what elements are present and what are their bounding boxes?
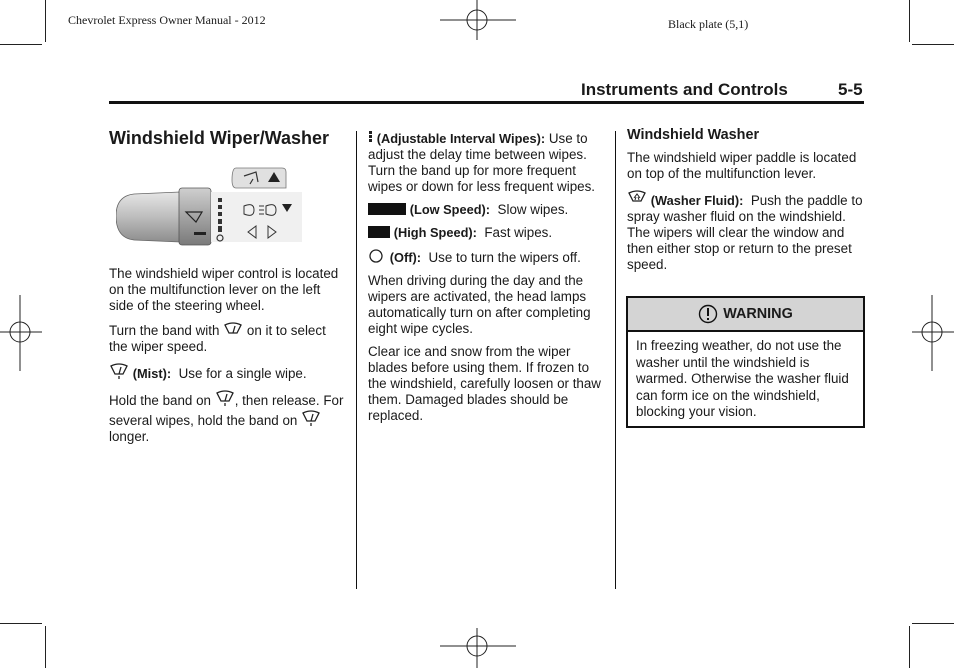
- mist-text: Use for a single wipe.: [178, 366, 307, 381]
- washer-fluid-paragraph: [627, 189, 863, 273]
- registration-mark-right: [912, 295, 954, 371]
- low-speed-text: Slow wipes.: [497, 202, 569, 217]
- crop-mark: [912, 623, 954, 624]
- driving-paragraph: When driving during the day and the wipers are activated, the head lamps automatically turn on after completing eight wipe cycles.: [368, 273, 591, 336]
- mist-icon: [215, 389, 235, 407]
- hold-paragraph: [109, 389, 347, 445]
- mist-label: (Mist):: [132, 366, 172, 381]
- low-speed-icon: [368, 202, 406, 216]
- column-divider: [356, 131, 357, 589]
- wiper-lever-illustration: [116, 162, 302, 254]
- turn-band-text-end: on it to select the wiper speed.: [109, 323, 326, 354]
- washer-heading: Windshield Washer: [627, 127, 760, 143]
- warning-text: In freezing weather, do not use the washer until the windshield is warmed. Otherwise the washer fluid can form ice on the windshield, blocking your vision.: [636, 338, 849, 420]
- warning-header: [628, 298, 863, 332]
- plate-label: Black plate (5,1): [668, 17, 749, 31]
- hold-text-end: longer.: [109, 429, 150, 444]
- intro-paragraph: The windshield wiper control is located on the multifunction lever on the left side of the steering wheel.: [109, 266, 339, 313]
- crop-mark: [45, 626, 46, 668]
- manual-title: Chevrolet Express Owner Manual - 2012: [68, 13, 266, 27]
- washer-fluid-label: (Washer Fluid):: [650, 193, 744, 208]
- adjustable-label: (Adjustable Interval Wipes):: [376, 131, 546, 146]
- crop-mark: [909, 0, 910, 42]
- warning-box: [626, 296, 865, 428]
- header-rule: [109, 101, 864, 104]
- interval-bars-icon: [368, 131, 373, 145]
- registration-mark-left: [0, 295, 42, 371]
- off-label: (Off):: [389, 250, 421, 265]
- crop-mark: [912, 44, 954, 45]
- adjustable-text: Use to adjust the delay time between wipes. Turn the band up for more frequent wipes or down for less frequent wipes.: [368, 131, 596, 194]
- section-heading: Windshield Wiper/Washer: [109, 128, 330, 148]
- section-title: Instruments and Controls: [581, 80, 788, 99]
- hold-text-mid: , then release. For several wipes, hold the band: [109, 393, 344, 428]
- warning-icon: [698, 304, 718, 324]
- high-speed-icon: [368, 225, 390, 239]
- crop-mark: [0, 44, 42, 45]
- hold-text: Hold the band on: [109, 393, 211, 408]
- off-text: Use to turn the wipers off.: [428, 250, 581, 265]
- low-speed-label: (Low Speed):: [409, 202, 491, 217]
- high-speed-label: (High Speed):: [393, 225, 477, 240]
- high-speed-paragraph: [368, 225, 608, 241]
- warning-title: WARNING: [723, 306, 793, 322]
- hold-text-on: on: [282, 413, 298, 428]
- mist-icon: [301, 409, 321, 427]
- column-3: [627, 126, 863, 280]
- wiper-icon: [223, 321, 243, 337]
- washer-fluid-text: Push the paddle to spray washer fluid on the windshield. The wipers will clear the window and then either stop or return to the preset speed.: [627, 193, 863, 272]
- registration-mark-bottom: [440, 628, 516, 668]
- column-1: [109, 127, 347, 452]
- high-speed-text: Fast wipes.: [484, 225, 553, 240]
- mist-icon: [109, 362, 129, 380]
- column-2: [368, 131, 608, 431]
- turn-band-paragraph: [109, 321, 347, 355]
- crop-mark: [909, 626, 910, 668]
- mist-paragraph: [109, 362, 347, 382]
- washer-fluid-icon: [627, 189, 647, 207]
- registration-mark-top: [440, 0, 516, 40]
- low-speed-paragraph: [368, 202, 608, 218]
- column-divider: [615, 131, 616, 589]
- off-circle-icon: [368, 248, 386, 264]
- off-paragraph: [368, 248, 608, 266]
- ice-paragraph: Clear ice and snow from the wiper blades before using them. If frozen to the windshield, carefully loosen or thaw them. Damaged blades should be replaced.: [368, 344, 601, 423]
- crop-mark: [45, 0, 46, 42]
- washer-intro: The windshield wiper paddle is located on top of the multifunction lever.: [627, 150, 857, 181]
- turn-band-text: Turn the band with: [109, 323, 220, 338]
- page-number: 5-5: [838, 80, 863, 99]
- adjustable-paragraph: [368, 131, 608, 195]
- crop-mark: [0, 623, 42, 624]
